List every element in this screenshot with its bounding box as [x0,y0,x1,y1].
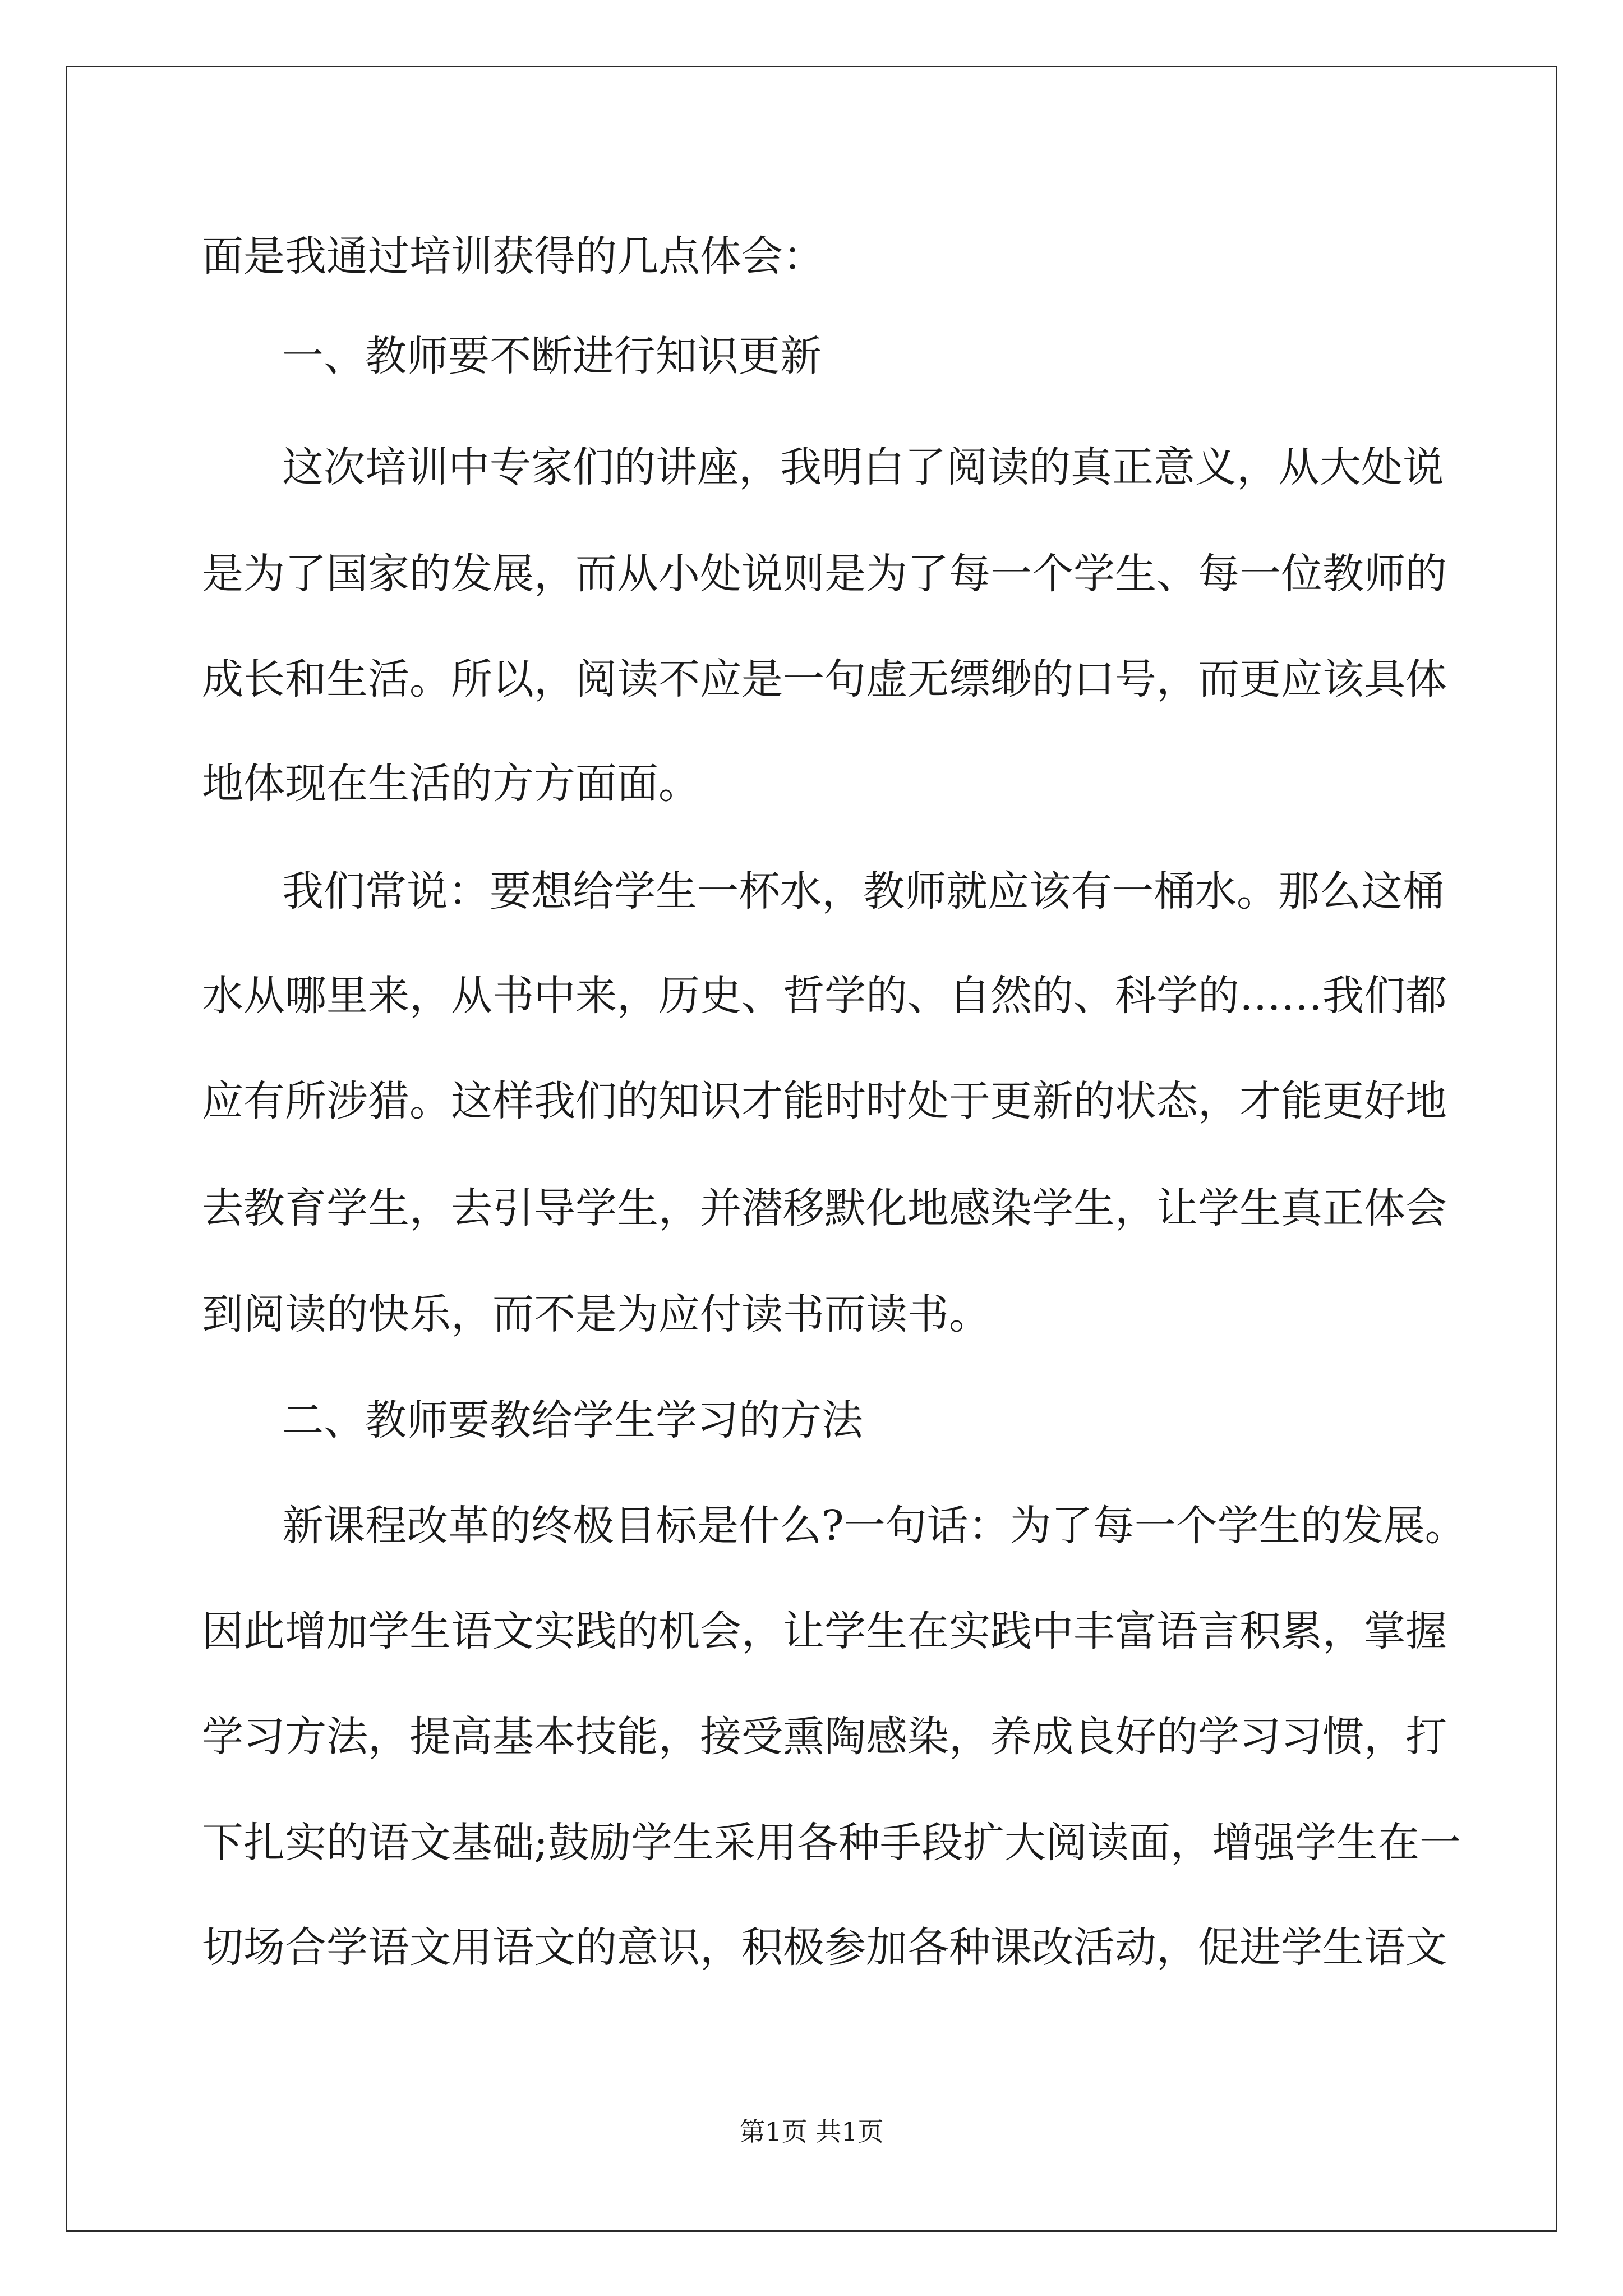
text-line: 学习方法，提高基本技能，接受熏陶感染，养成良好的学习习惯，打 [202,1713,1447,1761]
text-line: 下扎实的语文基础;鼓励学生采用各种手段扩大阅读面，增强学生在一 [202,1819,1461,1867]
text-line: 是为了国家的发展，而从小处说则是为了每一个学生、每一位教师的 [202,550,1447,598]
section-heading: 一、教师要不断进行知识更新 [282,332,822,380]
text-line: 切场合学语文用语文的意识，积极参加各种课改活动，促进学生语文 [202,1924,1447,1972]
text-line: 面是我通过培训获得的几点体会： [202,232,824,280]
text-line: 新课程改革的终极目标是什么?一句话：为了每一个学生的发展。 [282,1502,1467,1550]
text-line: 成长和生活。所以，阅读不应是一句虚无缥缈的口号，而更应该具体 [202,655,1447,703]
text-line: 到阅读的快乐，而不是为应付读书而读书。 [202,1290,990,1338]
text-line: 地体现在生活的方方面面。 [202,760,700,808]
section-heading: 二、教师要教给学生学习的方法 [282,1396,863,1444]
text-line: 我们常说：要想给学生一杯水，教师就应该有一桶水。那么这桶 [282,867,1444,915]
page-border [66,66,1557,2232]
text-line: 应有所涉猎。这样我们的知识才能时时处于更新的状态，才能更好地 [202,1077,1447,1125]
text-line: 这次培训中专家们的讲座，我明白了阅读的真正意义，从大处说 [282,443,1444,491]
text-line: 水从哪里来，从书中来，历史、哲学的、自然的、科学的……我们都 [202,972,1447,1020]
text-line: 因此增加学生语文实践的机会，让学生在实践中丰富语言积累，掌握 [202,1607,1447,1655]
text-line: 去教育学生，去引导学生，并潜移默化地感染学生，让学生真正体会 [202,1184,1447,1232]
page-number-footer: 第1页 共1页 [739,2116,884,2147]
